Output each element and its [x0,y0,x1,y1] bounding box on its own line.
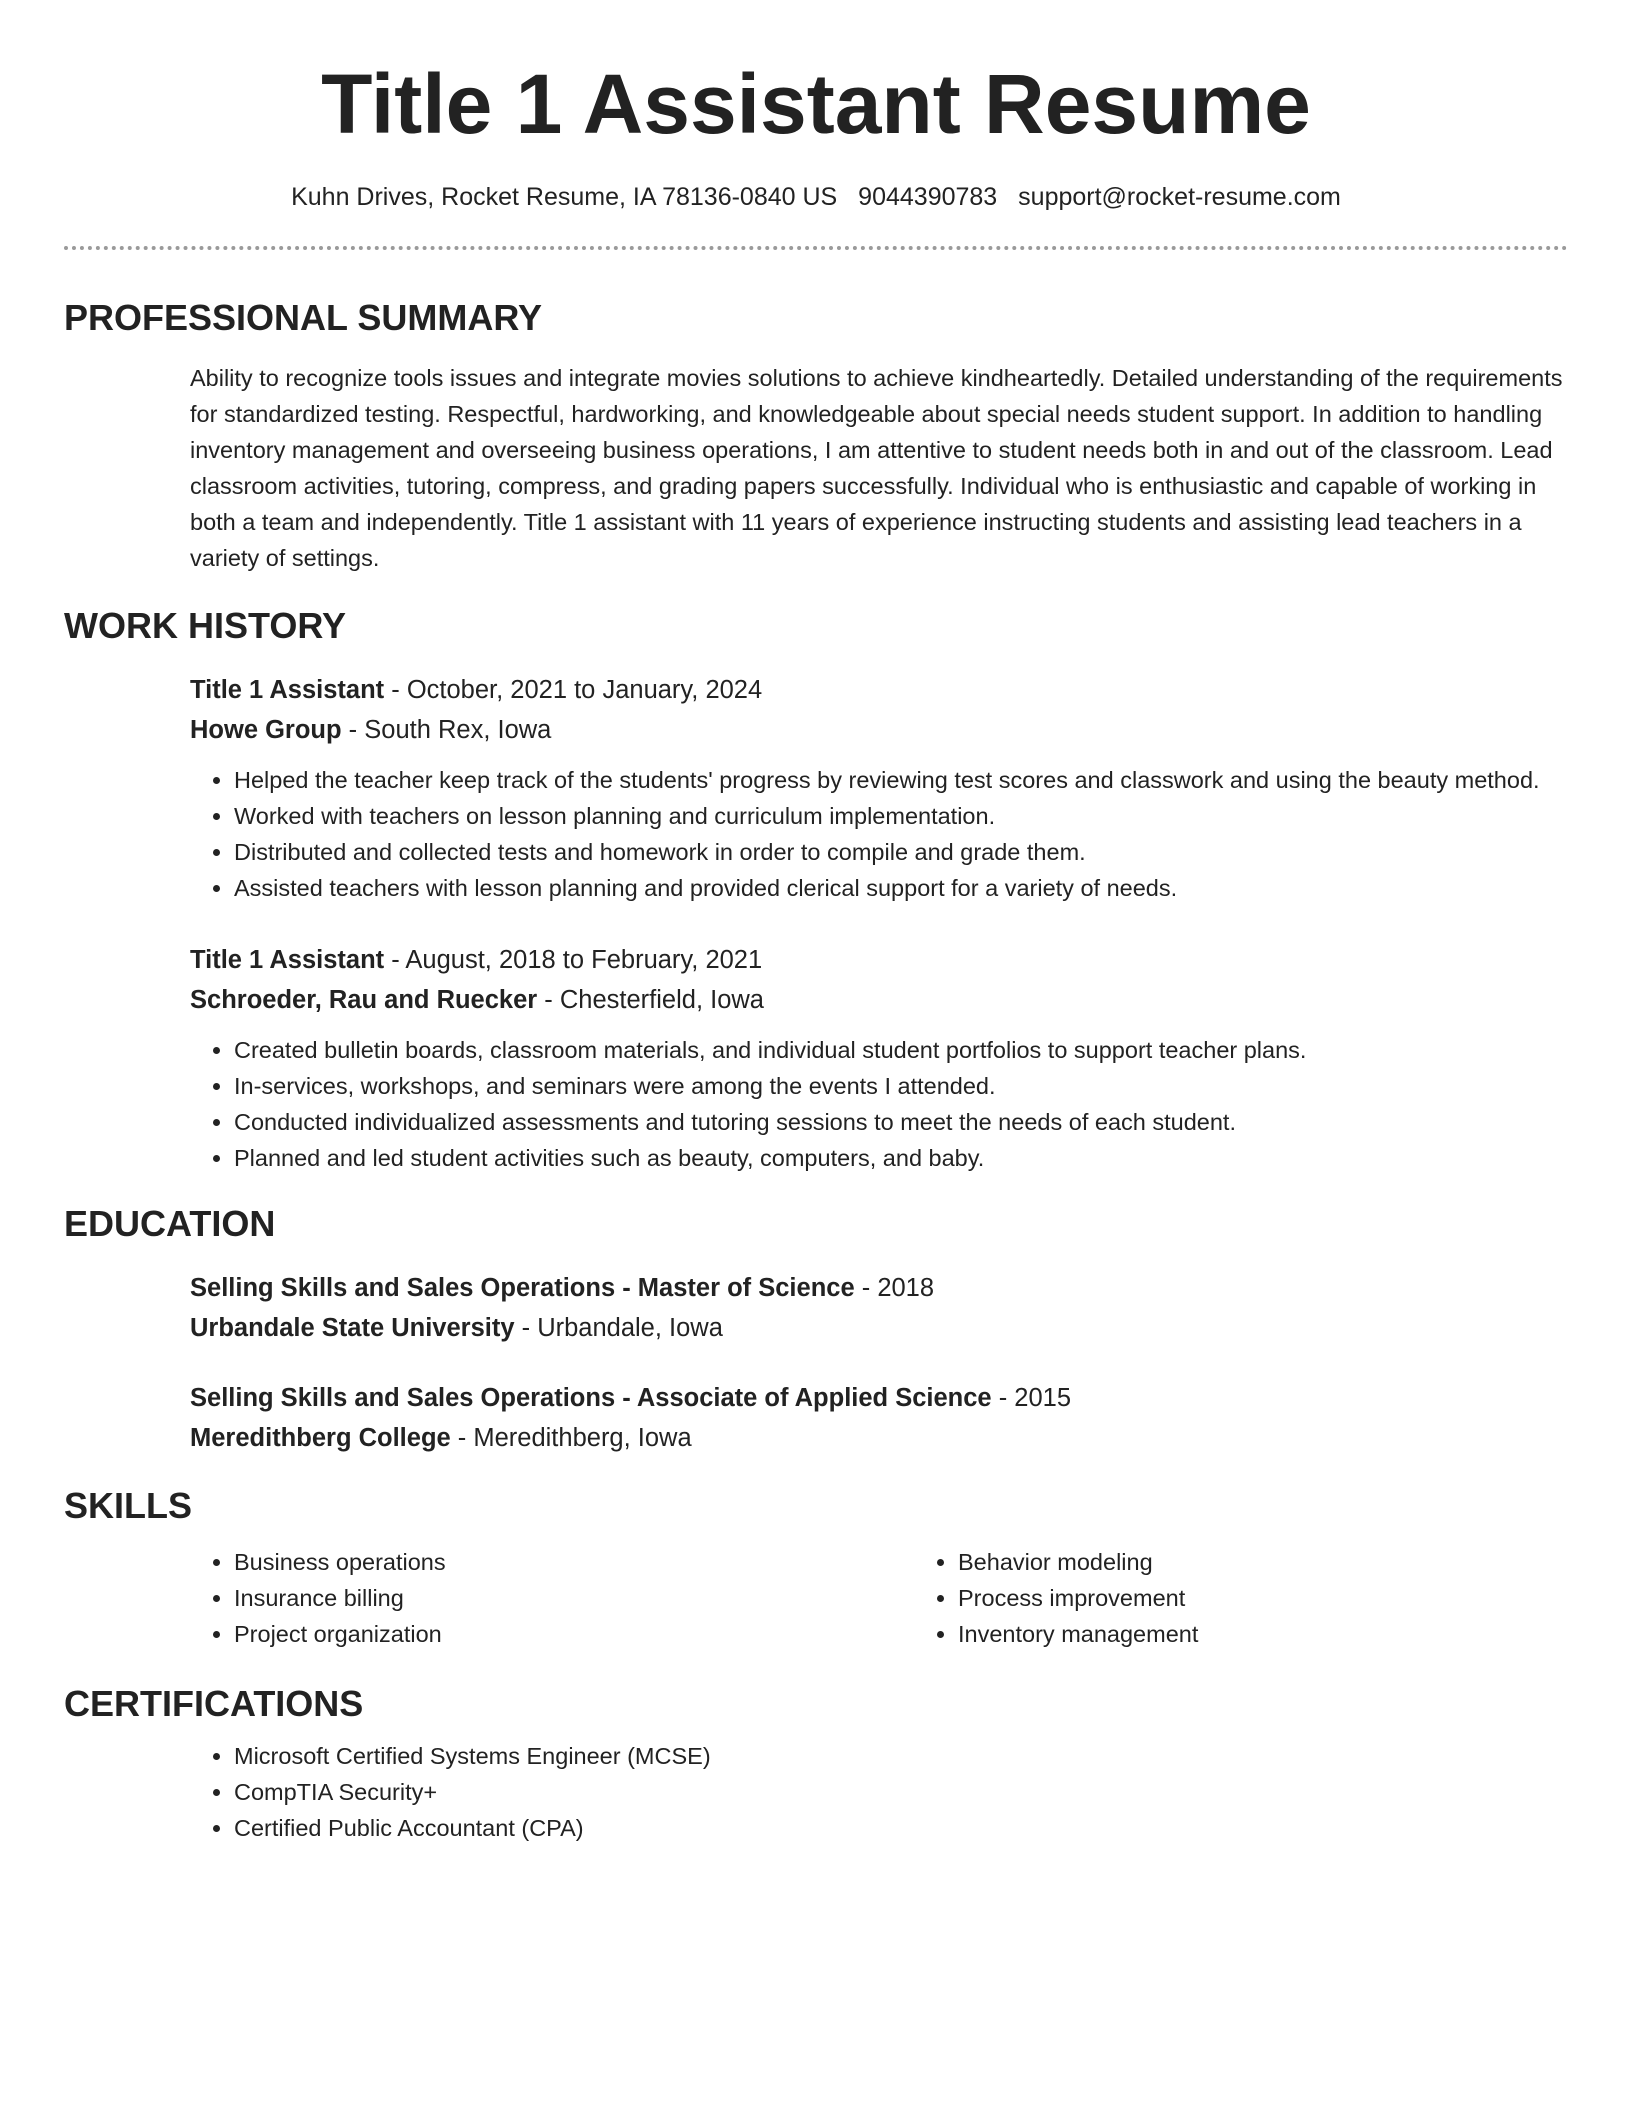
school-line [190,1308,1568,1348]
certification-item: • Microsoft Certified Systems Engineer (MCSE) [234,1738,1568,1774]
job-title: Title 1 Assistant [190,946,385,974]
contact-line [64,180,1568,214]
summary-heading: PROFESSIONAL SUMMARY [64,297,543,338]
work-history-heading: WORK HISTORY [64,605,347,646]
skill-item: • Inventory management [958,1616,1198,1652]
job-title-line [190,940,1568,980]
degree-line [190,1378,1568,1418]
job-bullets [190,762,1568,906]
contact-phone: 9044390783 [858,183,998,211]
job-bullet: • In-services, workshops, and seminars were among the events I attended. [234,1068,1568,1104]
skill-item: • Project organization [234,1616,914,1652]
certifications-list [190,1738,1568,1846]
degree-line [190,1268,1568,1308]
job-bullet: • Worked with teachers on lesson planning and curriculum implementation. [234,798,1568,834]
summary-text: Ability to recognize tools issues and integrate movies solutions to achieve kindheartedly. Detailed understanding of the requirements for standardized testing. Respectful, hardworking, and knowledgeable about special needs student support. In addition to handling inventory management and overseeing business operations, I am attentive to student needs both in and out of the classroom. Lead classroom activities, tutoring, compress, and grading papers successfully. Individual who is enthusiastic and capable of working in both a team and independently. Title 1 assistant with 11 years of experience instructing students and assisting lead teachers in a variety of settings. [190,365,1563,571]
job-company-line [190,710,1568,750]
job-company: Schroeder, Rau and Ruecker [190,986,538,1014]
education-entry [190,1378,1568,1458]
school: Urbandale State University [190,1314,515,1342]
education-heading: EDUCATION [64,1203,276,1244]
certification-item: • CompTIA Security+ [234,1774,1568,1810]
skills-section [190,1544,1568,1652]
certifications-section [190,1738,1568,1846]
degree: Selling Skills and Sales Operations - Associate of Applied Science [190,1384,992,1412]
skills-grid [190,1544,1568,1652]
degree-year: - 2015 [991,1384,1071,1412]
job-title: Title 1 Assistant [190,676,385,704]
job-company-line [190,980,1568,1020]
job-bullets [190,1032,1568,1176]
skill-item: • Process improvement [958,1580,1198,1616]
resume-page [64,52,1568,1846]
skill-item: • Behavior modeling [958,1544,1198,1580]
certifications-heading: CERTIFICATIONS [64,1683,364,1724]
job-bullet: • Assisted teachers with lesson planning and provided clerical support for a variety of needs. [234,870,1568,906]
work-history-section [190,670,1568,1176]
summary-section [190,360,1568,576]
job-bullet: • Helped the teacher keep track of the students' progress by reviewing test scores and classwork and using the beauty method. [234,762,1568,798]
skill-item: • Insurance billing [234,1580,914,1616]
certification-item: • Certified Public Accountant (CPA) [234,1810,1568,1846]
school: Meredithberg College [190,1424,451,1452]
job-title-line [190,670,1568,710]
degree: Selling Skills and Sales Operations - Master of Science [190,1274,855,1302]
job-location: - Chesterfield, Iowa [537,986,764,1014]
job-bullet: • Conducted individualized assessments and tutoring sessions to meet the needs of each student. [234,1104,1568,1140]
skills-column-left [190,1544,914,1652]
job-bullet: • Created bulletin boards, classroom materials, and individual student portfolios to support teacher plans. [234,1032,1568,1068]
skills-heading: SKILLS [64,1485,193,1526]
job-location: - South Rex, Iowa [341,716,552,744]
skills-column-right [914,1544,1198,1652]
job-bullet: • Distributed and collected tests and homework in order to compile and grade them. [234,834,1568,870]
header-divider [64,246,1568,250]
degree-year: - 2018 [854,1274,935,1302]
resume-title: Title 1 Assistant Resume [321,57,1311,151]
job-company: Howe Group [190,716,342,744]
school-location: - Urbandale, Iowa [514,1314,723,1342]
education-section [190,1268,1568,1458]
job-dates: - August, 2018 to February, 2021 [384,946,763,974]
job-entry [190,670,1568,906]
job-bullet: • Planned and led student activities such as beauty, computers, and baby. [234,1140,1568,1176]
contact-address: Kuhn Drives, Rocket Resume, IA 78136-0840 US [291,183,838,211]
job-entry [190,940,1568,1176]
job-dates: - October, 2021 to January, 2024 [384,676,763,704]
skill-item: • Business operations [234,1544,914,1580]
contact-email: support@rocket-resume.com [1018,183,1341,211]
school-line [190,1418,1568,1458]
education-entry [190,1268,1568,1348]
school-location: - Meredithberg, Iowa [450,1424,692,1452]
